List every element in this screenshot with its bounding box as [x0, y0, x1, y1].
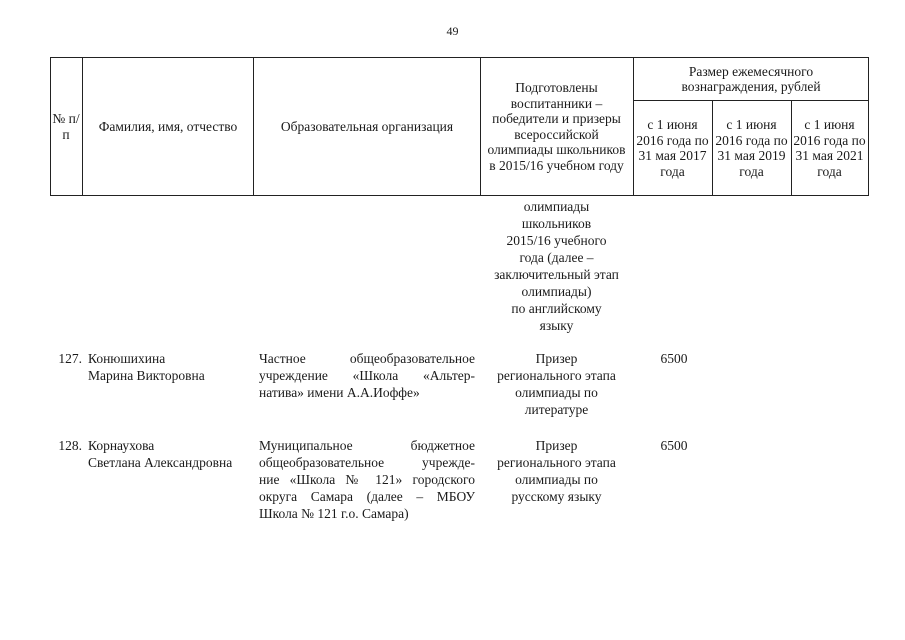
- row-organization: Частное общеобразовательное учреждение «Школа «Альтер- натива» имени А.А.Иоффе»: [259, 351, 475, 400]
- header-period-3: с 1 июня 2016 года по 31 мая 2021 года: [793, 117, 866, 179]
- col-border-5: [712, 100, 713, 195]
- header-num: № п/п: [52, 111, 80, 142]
- row-achievement: Призер регионального этапа олимпиады по литературе: [497, 351, 616, 417]
- row-name: Корнаухова Светлана Александровна: [88, 438, 233, 470]
- row-amount-period-1: 6500: [660, 438, 688, 453]
- row-amount-period-1: 6500: [660, 351, 688, 366]
- col-border-3: [480, 57, 481, 195]
- col-border-1: [82, 57, 83, 195]
- header-reward-group: Размер ежемесячного вознаграждения, рублей: [681, 63, 821, 94]
- col-border-left: [50, 57, 51, 195]
- row-name: Конюшихина Марина Викторовна: [88, 351, 205, 383]
- header-period-2: с 1 июня 2016 года по 31 мая 2019 года: [715, 117, 788, 179]
- col-border-2: [253, 57, 254, 195]
- col-border-6: [791, 100, 792, 195]
- row-achievement: Призер регионального этапа олимпиады по русскому языку: [497, 438, 616, 504]
- header-organization: Образовательная организация: [280, 118, 454, 134]
- header-prepared-students: Подготовлены воспитанники – победители и призеры всероссийской олимпиады школьников в 2015/16 учебном году: [487, 80, 626, 173]
- page-number: 49: [446, 24, 459, 38]
- row-number: 128.: [58, 438, 82, 453]
- col-border-4: [633, 57, 634, 195]
- row-organization: Муниципальное бюджетное общеобразовательное учрежде- ние «Школа № 121» городского округа Самара (далее – МБОУ Школа № 121 г.о. Самара): [259, 438, 475, 521]
- header-bottom-border: [50, 195, 869, 196]
- reward-group-divider: [633, 100, 869, 101]
- header-period-1: с 1 июня 2016 года по 31 мая 2017 года: [636, 117, 709, 179]
- col-border-right: [868, 57, 869, 195]
- header-name: Фамилия, имя, отчество: [98, 118, 238, 134]
- row-number: 127.: [58, 351, 82, 366]
- continuation-text: олимпиады школьников 2015/16 учебного года (далее – заключительный этап олимпиады) по английскому языку: [494, 199, 619, 333]
